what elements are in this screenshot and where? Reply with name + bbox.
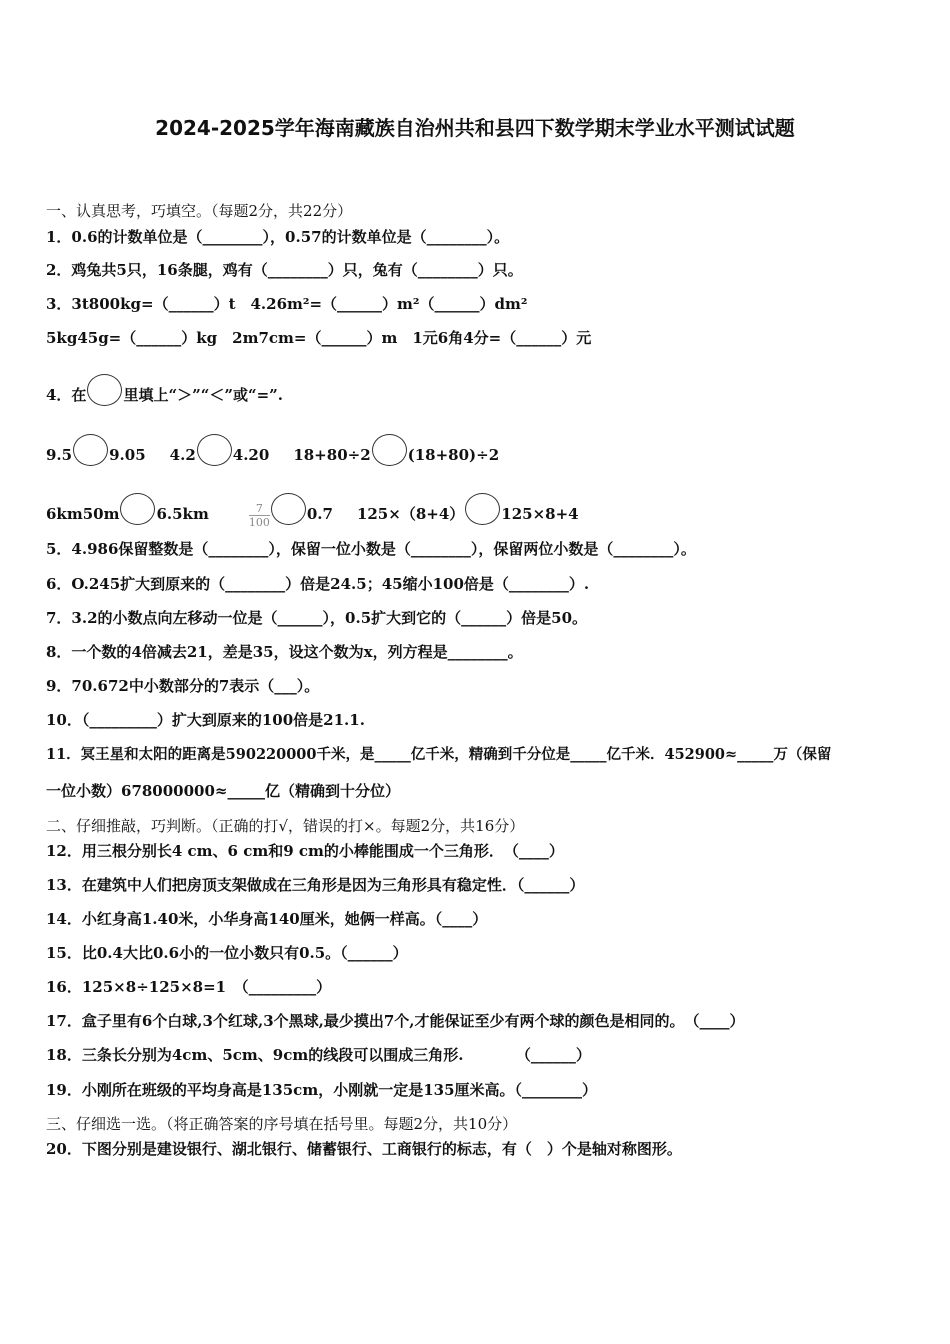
expr: 6.5km <box>156 505 209 523</box>
question-3b: 5kg45g=（______）kg 2m7cm=（______）m 1元6角4分=（______）元 <box>46 329 592 347</box>
question-14: 14．小红身高1.40米，小华身高140厘米，她俩一样高。（____） <box>46 910 488 928</box>
fraction-numerator: 7 <box>249 502 270 516</box>
section-1-heading: 一、认真思考，巧填空。（每题2分，共22分） <box>46 202 353 220</box>
question-3a: 3．3t800kg=（______）t 4.26m²=（______）m²（______）dm² <box>46 295 528 313</box>
question-4 <box>46 374 283 406</box>
q4-pre: 4．在 <box>46 386 87 404</box>
question-16: 16．125×8÷125×8=1 （_________） <box>46 978 332 996</box>
section-2-heading: 二、仔细推敲，巧判断。（正确的打√，错误的打×。每题2分，共16分） <box>46 817 525 835</box>
question-18: 18．三条长分别为4cm、5cm、9cm的线段可以围成三角形. （______） <box>46 1046 591 1064</box>
page-title: 2024-2025学年海南藏族自治州共和县四下数学期末学业水平测试试题 <box>155 116 795 140</box>
expr: 4.2 <box>169 446 196 464</box>
expr: 9.5 <box>46 446 73 464</box>
question-12: 12．用三根分别长4 cm、6 cm和9 cm的小棒能围成一个三角形． （____） <box>46 842 564 860</box>
expr: 125×8+4 <box>501 505 579 523</box>
question-13: 13．在建筑中人们把房顶支架做成在三角形是因为三角形具有稳定性．（______） <box>46 876 585 894</box>
question-2: 2．鸡兔共5只，16条腿，鸡有（________）只，兔有（________）只。 <box>46 261 523 279</box>
compare-circle[interactable] <box>73 434 108 466</box>
compare-circle[interactable] <box>372 434 407 466</box>
question-19: 19．小刚所在班级的平均身高是135cm，小刚就一定是135厘米高。（________） <box>46 1081 598 1099</box>
expr: 0.7 <box>306 505 333 523</box>
question-6: 6．O.245扩大到原来的（________）倍是24.5；45缩小100倍是（________）. <box>46 575 590 593</box>
expr: 9.05 <box>109 446 146 464</box>
section-3-heading: 三、仔细选一选。（将正确答案的序号填在括号里。每题2分，共10分） <box>46 1115 518 1133</box>
question-9: 9．70.672中小数部分的7表示（___）。 <box>46 677 320 695</box>
compare-circle[interactable] <box>197 434 232 466</box>
expr: (18+80)÷2 <box>407 446 500 464</box>
compare-circle[interactable] <box>87 374 122 406</box>
question-5: 5．4.986保留整数是（________），保留一位小数是（________），保留两位小数是（________）。 <box>46 540 696 558</box>
compare-circle[interactable] <box>465 493 500 525</box>
question-1: 1．0.6的计数单位是（________），0.57的计数单位是（________）。 <box>46 228 510 246</box>
compare-circle[interactable] <box>120 493 155 525</box>
expr: 18+80÷2 <box>293 446 371 464</box>
expr: 6km50m <box>46 505 120 523</box>
question-15: 15．比0.4大比0.6小的一位小数只有0.5。（______） <box>46 944 408 962</box>
question-8: 8．一个数的4倍减去21，差是35，设这个数为x，列方程是________。 <box>46 643 523 661</box>
question-10: 10．（_________）扩大到原来的100倍是21.1. <box>46 711 365 729</box>
question-4-row-2 <box>46 493 579 529</box>
question-11a: 11．冥王星和太阳的距离是590220000千米，是_____亿千米，精确到千分位是_____亿千米．452900≈_____万（保留 <box>46 746 832 763</box>
question-7: 7．3.2的小数点向左移动一位是（______），0.5扩大到它的（______）倍是50。 <box>46 609 588 627</box>
expr: 4.20 <box>232 446 270 464</box>
expr: 125×（8+4） <box>356 505 465 523</box>
q4-post: 里填上“＞”“＜”或“=”. <box>123 386 283 404</box>
question-17: 17．盒子里有6个白球,3个红球,3个黑球,最少摸出7个,才能保证至少有两个球的颜色是相同的。 （____） <box>46 1012 745 1030</box>
question-20: 20．下图分别是建设银行、湖北银行、储蓄银行、工商银行的标志，有（ ）个是轴对称图形。 <box>46 1140 682 1158</box>
question-11b: 一位小数）678000000≈_____亿（精确到十分位） <box>46 782 401 800</box>
compare-circle[interactable] <box>271 493 306 525</box>
fraction-denominator: 100 <box>248 515 270 529</box>
question-4-row-1 <box>46 434 499 466</box>
fraction <box>249 502 270 529</box>
